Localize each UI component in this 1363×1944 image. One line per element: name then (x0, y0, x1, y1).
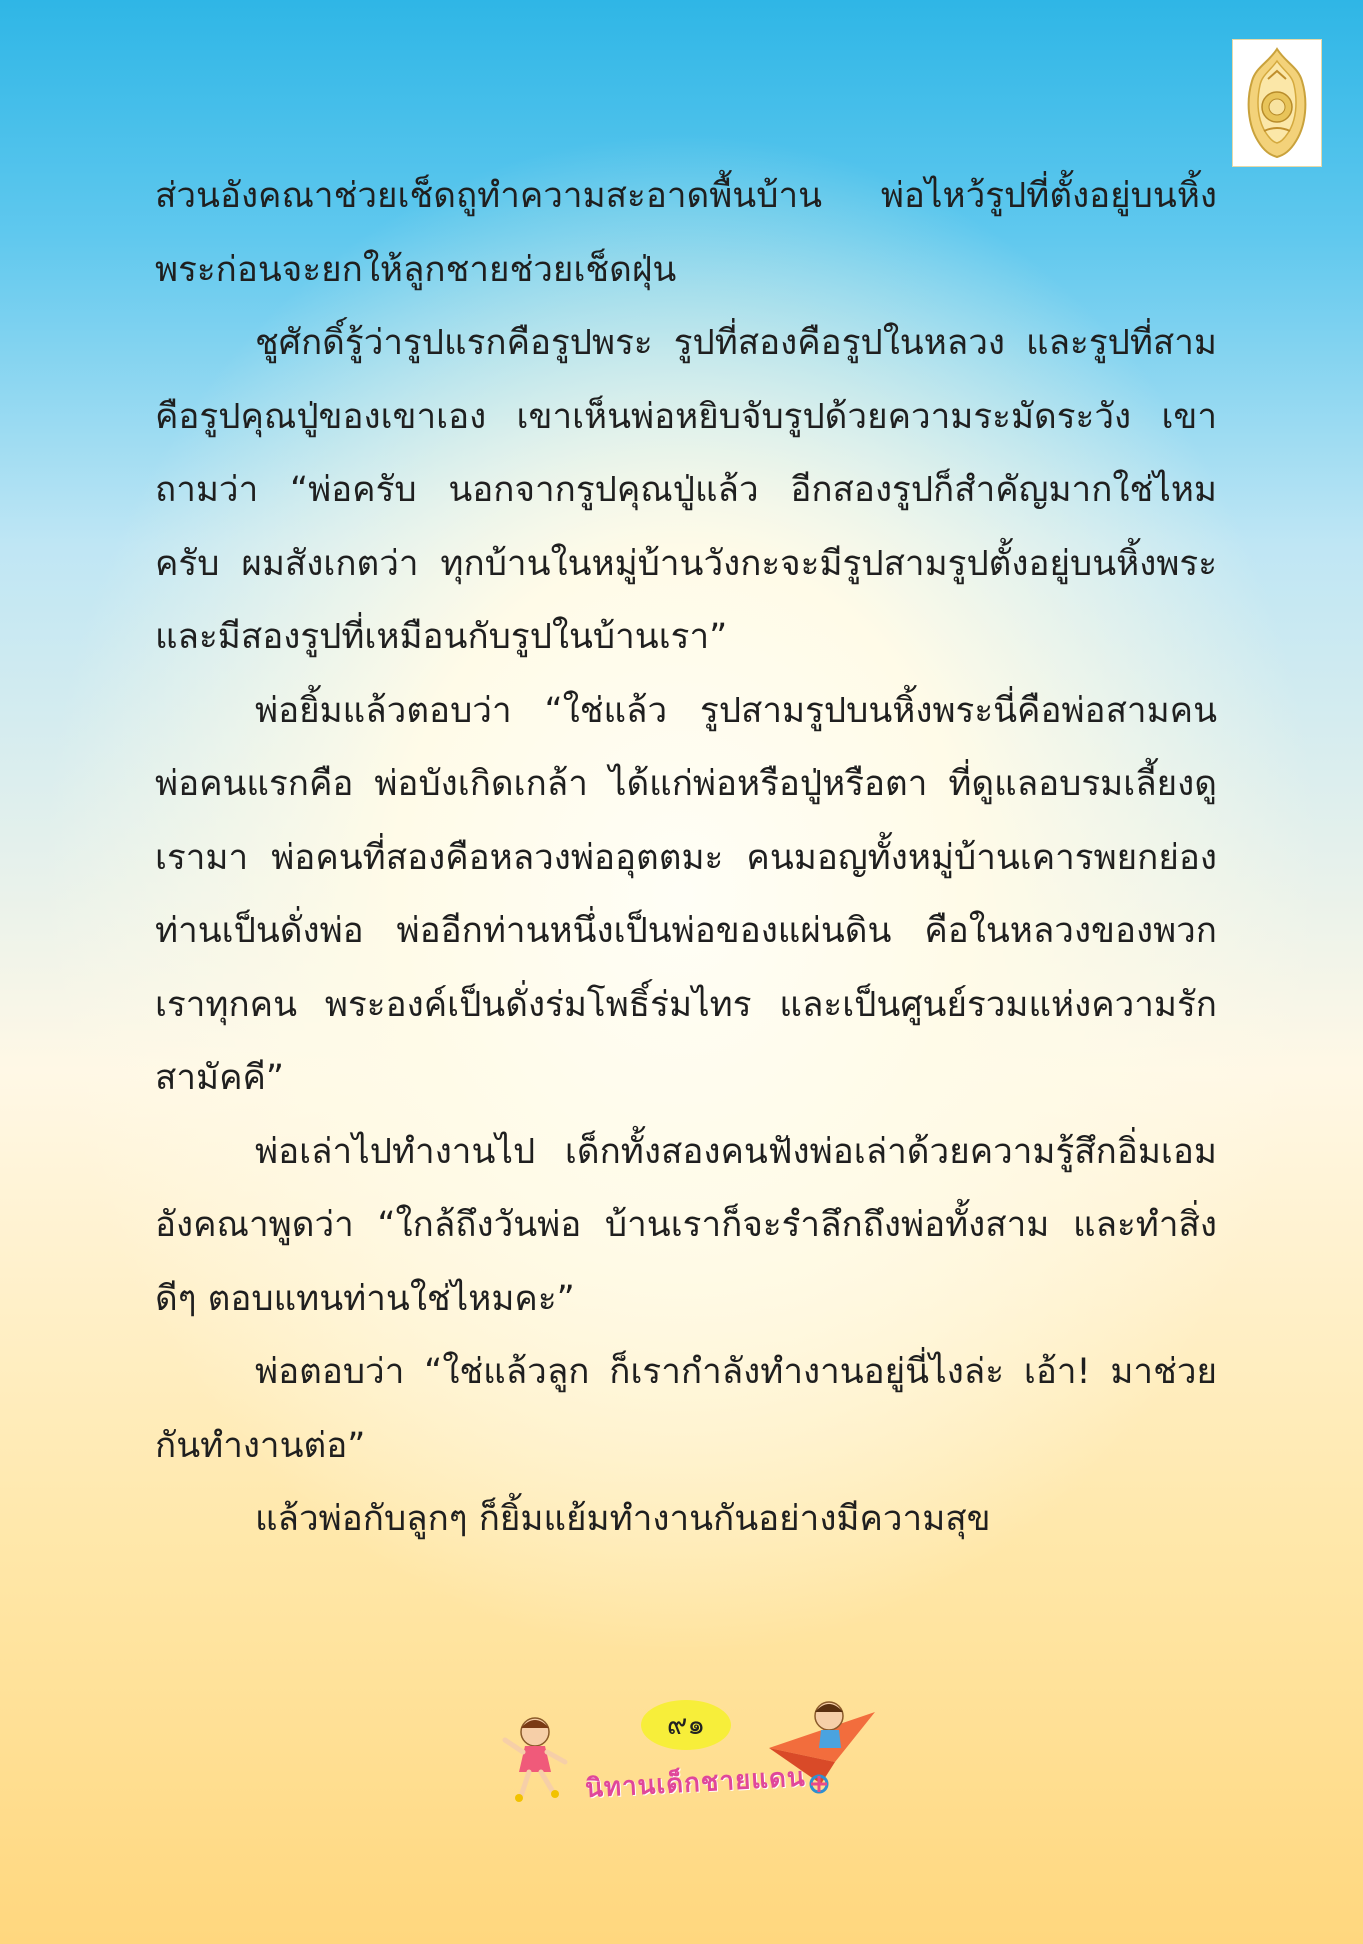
boy-on-paper-plane-illustration (765, 1688, 885, 1802)
page-footer (495, 1700, 895, 1810)
paragraph-3: พ่อยิ้มแล้วตอบว่า “ใช่แล้ว รูปสามรูปบนหิ้งพระนี่คือพ่อสามคน พ่อคนแรกคือ พ่อบังเกิดเกล้า ได้แก่พ่อหรือปู่หรือตา ที่ดูแลอบรมเลี้ยงดูเรามา พ่อคนที่สองคือหลวงพ่ออุตตมะ คนมอญทั้งหมู่บ้านเคารพยกย่องท่านเป็นดั่งพ่อ พ่ออีกท่านหนึ่งเป็นพ่อของแผ่นดิน คือในหลวงของพวกเราทุกคน พระองค์เป็นดั่งร่มโพธิ์ร่มไทร และเป็นศูนย์รวมแห่งความรักสามัคคี” (155, 690, 1217, 1098)
series-title: นิทานเด็กชายแดน (584, 1762, 807, 1804)
paragraph-4: พ่อเล่าไปทำงานไป เด็กทั้งสองคนฟังพ่อเล่าด้วยความรู้สึกอิ่มเอม อังคณาพูดว่า “ใกล้ถึงวันพ่อ บ้านเราก็จะรำลึกถึงพ่อทั้งสาม และทำสิ่งดีๆ ตอบแทนท่านใช่ไหมคะ” (155, 1131, 1217, 1319)
story-text (155, 160, 1217, 1557)
paragraph-1: ส่วนอังคณาช่วยเช็ดถูทำความสะอาดพื้นบ้าน พ่อไหว้รูปที่ตั้งอยู่บนหิ้งพระก่อนจะยกให้ลูกชายช่วยเช็ดฝุ่น (155, 176, 1217, 290)
running-girl-illustration (495, 1712, 575, 1806)
paragraph-6: แล้วพ่อกับลูกๆ ก็ยิ้มแย้มทำงานกันอย่างมีความสุข (255, 1499, 991, 1539)
paragraph-2: ชูศักดิ์รู้ว่ารูปแรกคือรูปพระ รูปที่สองคือรูปในหลวง และรูปที่สามคือรูปคุณปู่ของเขาเอง เขาเห็นพ่อหยิบจับรูปด้วยความระมัดระวัง เขาถามว่า “พ่อครับ นอกจากรูปคุณปู่แล้ว อีกสองรูปก็สำคัญมากใช่ไหมครับ ผมสังเกตว่า ทุกบ้านในหมู่บ้านวังกะจะมีรูปสามรูปตั้งอยู่บนหิ้งพระ และมีสองรูปที่เหมือนกับรูปในบ้านเรา” (155, 323, 1217, 657)
ministry-emblem-icon (1232, 39, 1322, 167)
page-number: ๙๑ (641, 1700, 731, 1750)
paragraph-5: พ่อตอบว่า “ใช่แล้วลูก ก็เรากำลังทำงานอยู่นี่ไงล่ะ เอ้า! มาช่วยกันทำงานต่อ” (155, 1352, 1217, 1466)
